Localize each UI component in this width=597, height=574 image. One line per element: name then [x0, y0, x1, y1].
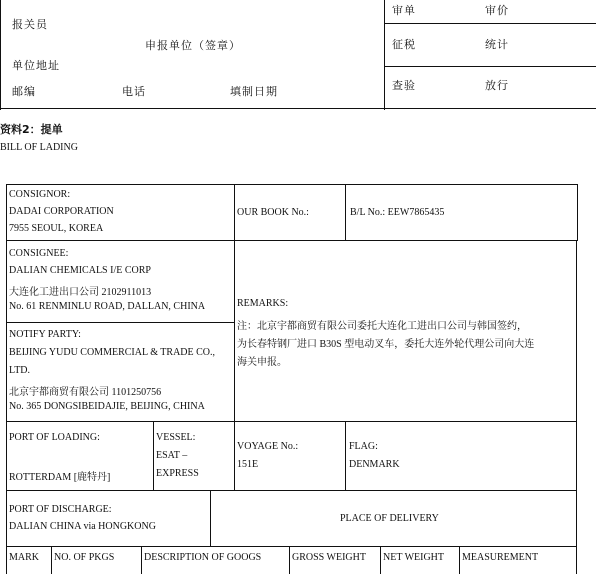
- bl-row-line-5: [6, 546, 577, 547]
- voyage-label: VOYAGE No.:: [237, 441, 299, 452]
- release-label: 放行: [485, 79, 509, 92]
- statistics-label: 统计: [485, 38, 509, 51]
- vessel-value-line2: EXPRESS: [156, 468, 199, 479]
- flag-label: FLAG:: [349, 441, 378, 452]
- phone-label: 电话: [122, 85, 146, 98]
- flag-value: DENMARK: [349, 459, 400, 470]
- remarks-line-3: 海关申报。: [237, 357, 287, 368]
- form-left-border: [0, 0, 1, 110]
- bl-number: B/L No.: EEW7865435: [350, 207, 445, 218]
- bl-col-delivery: [210, 490, 211, 546]
- notify-name-line2: LTD.: [9, 365, 31, 376]
- notify-name-line1: BEIJING YUDU COMMERCIAL & TRADE CO.,: [9, 347, 216, 358]
- review-price-label: 审价: [485, 4, 509, 17]
- place-of-delivery-label: PLACE OF DELIVERY: [340, 513, 439, 524]
- bl-col-flag: [345, 421, 346, 491]
- bl-row-line-4: [6, 490, 577, 491]
- column-header-gross-weight: GROSS WEIGHT: [292, 552, 366, 563]
- bl-top-border: [6, 184, 578, 185]
- bl-col-net: [380, 546, 381, 574]
- bl-right-border-upper: [577, 184, 578, 240]
- remarks-line-2: 为长春特钢厂进口 B30S 型电动叉车，委托大连外轮代理公司向大连: [237, 339, 535, 350]
- form-row-line-2: [384, 66, 596, 67]
- port-of-discharge-label: PORT OF DISCHARGE:: [9, 504, 112, 515]
- declarant-label: 报关员: [12, 18, 48, 31]
- notify-address: No. 365 DONGSIBEIDAJIE, BEIJING, CHINA: [9, 401, 205, 412]
- consignee-name: DALIAN CHEMICALS I/E CORP: [9, 265, 151, 276]
- notify-party-label: NOTIFY PARTY:: [9, 329, 81, 340]
- remarks-label: REMARKS:: [237, 298, 289, 309]
- remarks-line-1: 注：北京宇都商贸有限公司委托大连化工进出口公司与韩国签约，: [237, 321, 527, 332]
- column-header-pkgs: NO. OF PKGS: [54, 552, 115, 563]
- section-subtitle: BILL OF LADING: [0, 142, 78, 153]
- column-header-mark: MARK: [9, 552, 40, 563]
- our-book-no-label: OUR BOOK No.:: [237, 207, 309, 218]
- bl-row-line-2: [6, 322, 235, 323]
- declaring-unit-label: 申报单位（签章）: [145, 39, 241, 52]
- consignor-label: CONSIGNOR:: [9, 189, 71, 200]
- bl-row-line-1: [6, 240, 578, 241]
- vessel-value-line1: ESAT –: [156, 450, 188, 461]
- bl-left-border: [6, 184, 7, 574]
- fill-date-label: 填制日期: [230, 85, 278, 98]
- bl-col-gross: [289, 546, 290, 574]
- port-of-loading-label: PORT OF LOADING:: [9, 432, 100, 443]
- port-of-loading-value: ROTTERDAM [鹿特丹]: [9, 472, 111, 483]
- form-bottom-border: [0, 108, 596, 109]
- voyage-value: 151E: [237, 459, 259, 470]
- section-title: 资料2：提单: [0, 123, 63, 136]
- port-of-discharge-value: DALIAN CHINA via HONGKONG: [9, 521, 156, 532]
- form-divider: [384, 0, 385, 110]
- notify-cn-name: 北京宇都商贸有限公司 1101250756: [9, 387, 162, 398]
- bl-col-voyage: [234, 421, 235, 491]
- bl-col-desc: [141, 546, 142, 574]
- column-header-net-weight: NET WEIGHT: [383, 552, 445, 563]
- bl-col-vessel: [153, 421, 154, 491]
- postcode-label: 邮编: [12, 85, 36, 98]
- bl-col-bookno: [345, 184, 346, 240]
- bl-col-pkgs: [51, 546, 52, 574]
- unit-address-label: 单位地址: [12, 59, 60, 72]
- bl-row-line-3: [6, 421, 577, 422]
- bl-col-main: [234, 184, 235, 422]
- consignee-cn-name: 大连化工进出口公司 2102911013: [9, 287, 152, 298]
- review-order-label: 审单: [392, 4, 416, 17]
- bl-right-border-lower: [576, 240, 577, 574]
- form-row-line-1: [384, 23, 596, 24]
- levy-tax-label: 征税: [392, 38, 416, 51]
- consignor-name: DADAI CORPORATION: [9, 206, 114, 217]
- consignor-address: 7955 SEOUL, KOREA: [9, 223, 104, 234]
- column-header-description: DESCRIPTION OF GOOGS: [144, 552, 262, 563]
- consignee-label: CONSIGNEE:: [9, 248, 69, 259]
- vessel-label: VESSEL:: [156, 432, 196, 443]
- inspection-label: 查验: [392, 79, 416, 92]
- column-header-measurement: MEASUREMENT: [462, 552, 539, 563]
- consignee-address: No. 61 RENMINLU ROAD, DALLAN, CHINA: [9, 301, 206, 312]
- bl-col-measure: [459, 546, 460, 574]
